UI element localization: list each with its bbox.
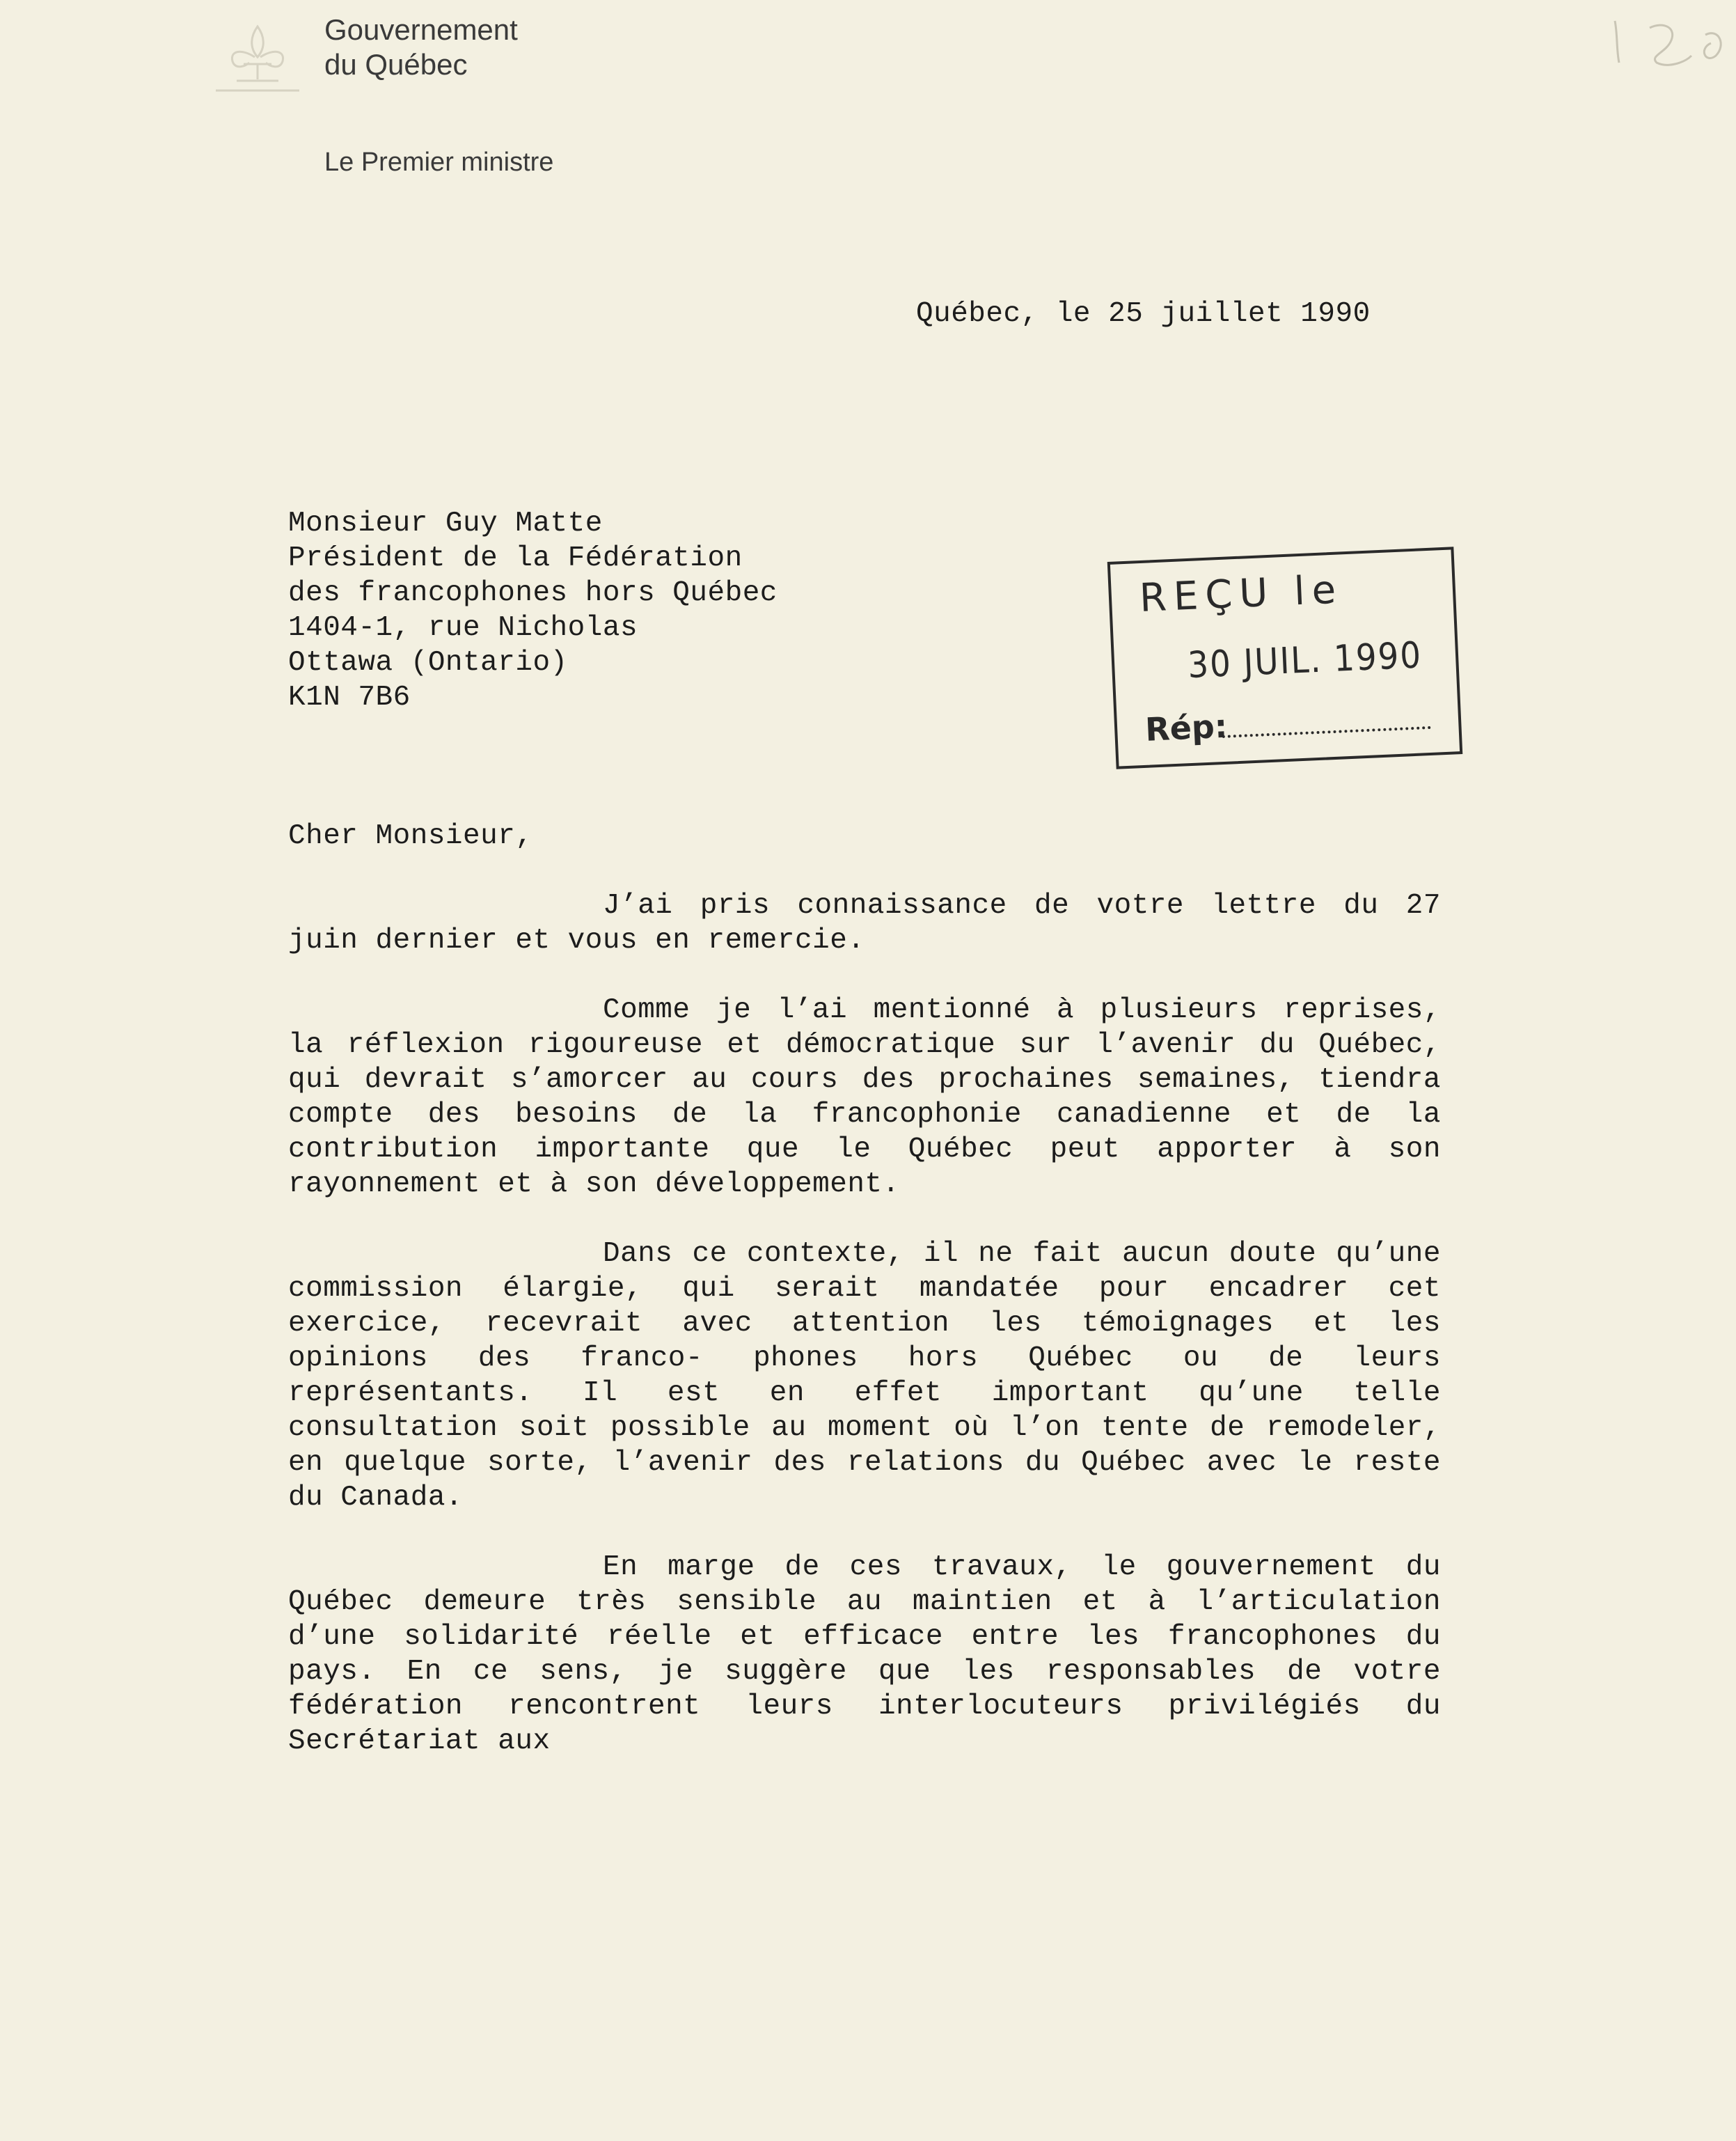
stamp-date: 30 JUIL. 1990 [1187, 634, 1423, 687]
fleur-de-lis-icon [209, 21, 306, 97]
stamp-reply-label: Rép: [1144, 707, 1229, 748]
stamp-title: REÇU le [1138, 567, 1344, 622]
received-stamp [1107, 547, 1463, 769]
address-line: K1N 7B6 [288, 682, 411, 714]
letter-date: Québec, le 25 juillet 1990 [916, 298, 1371, 330]
body-paragraph: Dans ce contexte, il ne fait aucun doute qu’une commission élargie, qui serait mandatée pour encadrer cet exercice, recevrait avec attention les témoignages et les opinions des franco- phones hors Québec ou de leurs représentants. Il est en effet important qu’une telle consultation soit possible au moment où l’on tente de remodeler, en quelque sorte, l’avenir des relations du Québec avec le reste du Canada. [288, 1238, 1441, 1514]
address-line: des francophones hors Québec [288, 577, 778, 609]
address-line: 1404-1, rue Nicholas [288, 612, 638, 644]
body-paragraph: Comme je l’ai mentionné à plusieurs reprises, la réflexion rigoureuse et démocratique sur l’avenir du Québec, qui devrait s’amorcer au cours des prochaines semaines, tiendra compte des besoins de la francophonie canadienne et de la contribution importante que le Québec peut apporter à son rayonnement et à son développement. [288, 994, 1441, 1200]
body-paragraph: J’ai pris connaissance de votre lettre du 27 juin dernier et vous en remercie. [288, 890, 1441, 957]
pencil-annotation [1601, 14, 1733, 70]
address-line: Président de la Fédération [288, 542, 743, 574]
address-line: Monsieur Guy Matte [288, 508, 603, 540]
government-name [324, 13, 518, 82]
letter-body [288, 888, 1441, 1794]
salutation: Cher Monsieur, [288, 820, 533, 852]
address-line: Ottawa (Ontario) [288, 647, 568, 679]
government-line-2: du Québec [324, 48, 468, 81]
recipient-address [288, 506, 778, 715]
government-line-1: Gouvernement [324, 13, 518, 46]
office-title: Le Premier ministre [324, 148, 554, 177]
stamp-reply-line [1222, 726, 1431, 738]
body-paragraph: En marge de ces travaux, le gouvernement du Québec demeure très sensible au maintien et à l’articulation d’une solidarité réelle et efficace entre les francophones du pays. En ce sens, je suggère que les responsables de votre fédération rencontrent leurs interlocuteurs privilégiés du Secrétariat aux [288, 1551, 1441, 1757]
